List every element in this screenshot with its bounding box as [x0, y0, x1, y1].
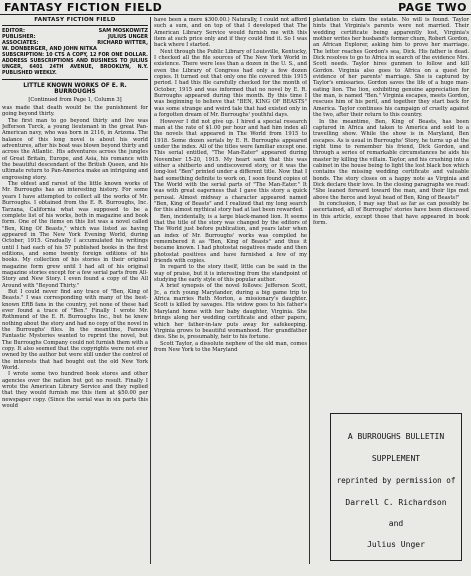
article-paragraph: In regard to the story itself, little can be said in the way of praise, but it is interesting from the standpoint of studying the early style of this popular author.: [154, 264, 307, 284]
article-paragraph: plantation to claim the estate. No will is found. Taylor hints that Virginia's parents were not married. Their wedding certificate being apparently lost, Virginia's mother writes her husband's former chum, Robert Gordon, an African Explorer, asking him to prove her marriage. The letter reaches Gordon's sea, Dick. His father is dead. Dick resolves to go to Africa in search of the evidence Mrs. Scott needs. Taylor hires gunmen to follow and kill Gordon. Virginia also goes to Africa on a quest for evidence of her parents' marriage. She is captured by Taylor's emissaries. Gordon saves the life of a huge man-eating lion. The lion, exhibiting genuine appreciation for the man, is named "Ben." Virginia escapes, meets Gordon, rescues him of his peril, and together they start back for America. Taylor continues his campaign of cruelty against the two, after their return to this country.: [313, 17, 469, 119]
masthead-value: SAM MOSKOWITZ: [98, 28, 148, 35]
masthead-title: FANTASY FICTION FIELD: [34, 17, 116, 23]
article-paragraph: have been a mere $300.00.) Naturally, I could not afford such a sum, and on top of that I developed that The American Library Service would furnish me with this item at such price only and if they could find it. So I was back where I started.: [154, 17, 307, 49]
article-paragraph: Scott Taylor, a dissolute nephew of the old man, comes from New York to the Maryland: [154, 340, 307, 353]
header-rule: [0, 14, 471, 15]
column-1: [2, 17, 148, 410]
column-divider: [309, 17, 310, 564]
article-paragraph: was made that death would be the punishment for going beyond thirty.: [2, 105, 148, 118]
article-paragraph: In conclusion, I may say that as far as can possibly be ascertained, all of Burroughs' stories have been discussed in this article, except those that have appeared in book form.: [313, 200, 469, 226]
article-paragraph: A brief synopsis of the novel follows: Jefferson Scott, Jr., a rich young Marylander, during a big game trip to Africa marries Ruth Morton, a missionary's daughter. Scott is killed by savages. His widow goes to his father's Maryland home with her baby daughter, Virginia. She brings along her wedding certificate and other papers, which her father-in-law puts away for safekeeping. Virginia grows to beautiful womanhood. Her grandfather dies. She is, presumably, heir to his fortune.: [154, 283, 307, 341]
article-paragraph: I wrote some two hundred book stores and other agencies over the nation but got no result. Finally I wrote the American Library Service and they replied that they would furnish me this item at $50.00 per newspaper copy. (Since the serial was in six parts this would: [2, 371, 148, 410]
box-line: SUPPLEMENT: [371, 454, 421, 463]
box-line: A BURROUGHS BULLETIN: [347, 432, 445, 441]
box-line: Julius Unger: [367, 540, 425, 549]
page-header: [0, 0, 471, 14]
article-title: LITTLE KNOWN WORKS OF E. R. BURROUGHS: [23, 82, 127, 96]
article-paragraph: However I did not give up. I hired a special research man at the rate of $1.00 per hour and had him index all the novels that appeared in The World from 1915 to 1918. Some dozen serials by E. R. Burroughs appeared under the index. All of the titles were familiar except one. This serial entitled, "The Man-Eater" appeared during November 15-20, 1915. My heart sank that this was either a shitberto and undiscovered story, or it was the long-lost "Ben" printed under a different title. Now that I had something definite to work on, I soon found copies of The World with the serial parts of "The Man-Eater." It was with great eagerness that I gave this story a quick perusal. Almost midway a character appeared named "Ben, King of Beasts" and I realized that my long search for this almost mythical story had at last been rewarded.: [154, 118, 307, 214]
masthead-row: [2, 46, 148, 52]
box-line: Darrell C. Richardson: [345, 498, 447, 507]
masthead-label: EDITOR:: [2, 28, 25, 35]
page-number-label: PAGE TWO: [398, 1, 467, 14]
article-paragraph: The first man to go beyond thirty and live was Jefferson Turck, a young lieutenant in the great Pan-American navy, who was born in 2116, in Arizona. The balance of this long novel is about his world adventures, after his boat was blown beyond thirty and across the Atlantic. His adventures across the jungles of Great Britain, Europe, and Asia, his romance with the beautiful descendant of the British Queen, and his ultimate return to Pan-America make an intriguing and engrossing story.: [2, 117, 148, 181]
column-3: [313, 17, 469, 397]
column-divider: [150, 17, 151, 564]
masthead-value: RICHARD WITTER,: [97, 40, 148, 47]
article-paragraph: Next through the Public Library of Louisville, Kentucky, I checked all the file sources of The New York World in existence. There were less than a dozen in the U. S., and even the Library of Congress had only a few dozen copies. It turned out that only one file covered this 1915 period. I had this file carefully checked for the month of October, 1915 and was informed that no novel by E. R. Burroughs appeared during this month. By this time I was beginning to believe that "BEN, KING OF BEASTS" was some strange and weird tale that had existed only in a forgotten dream of Mr. Burroughs' youthful days.: [154, 48, 307, 119]
column-2: [154, 17, 307, 564]
supplement-box: [330, 413, 462, 561]
masthead-value: JULIUS UNGER: [108, 34, 148, 41]
masthead-label: W. DONBERGER, AND JOHN NITKA: [2, 46, 97, 53]
article-paragraph: In the meantime, Ben, King of Beasts, has been captured in Africa and taken to America and sold to a travelling show. While the show is in Maryland, Ben escapes. As is usual in Burroughs' Story, he turns up at the right time to remember his friend, Dick Gordon, and through a series of remarkable circumstances he aids his master by killing the villain. Taylor, and his crushing into a cabinet in the house being to light the lost black box which contains the missing wedding certificate and valuable bonds. The story closes on a happy note as Virginia and Dick declare their love. In the closing paragraphs we read: "She leaned forward toward the man, and their lips met above the fierce and loyal head of Ben, King of Beasts!": [313, 118, 469, 201]
article-paragraph: Ben, incidentally, is a large black-maned lion. It seems that the title of the story was changed by the editors of The World just before publication, and years later when an index of Mr. Burroughs' works was compiled he remembered it as "Ben, King of Beasts" and thus it became known. I had photostat negatives made and then photostat positives and have furnished a few of my friends with copies.: [154, 213, 307, 265]
box-line: reprinted by permission of: [336, 476, 456, 485]
masthead-rule: [2, 25, 148, 26]
masthead-label: ASSOCIATES:: [2, 40, 39, 47]
masthead-label: PUBLISHER:: [2, 34, 36, 41]
publication-title: FANTASY FICTION FIELD: [4, 1, 163, 14]
box-line: and: [388, 519, 404, 528]
subscription-info: SUBSCRIPTION: 10 CTS A COPY, 12 FOR ONE DOLLAR. ADDRESS SUBSCRIPTIONS AND BUSINESS TO JULIUS UNGER, 6401 24TH AVENUE, BROOKLYN, N.Y. PUBLISHED WEEKLY.: [2, 53, 148, 77]
masthead-rule: [2, 79, 148, 80]
article-paragraph: But I could never find any trace of "Ben, King of Beasts." I was corresponding with many of the best-known ERB fans in the country, yet none of these had ever found a trace of "Ben." Finally I wrote Mr. Rothmund of the E. R. Burroughs Inc., but he knew nothing about the story and had no copy of the novel in the Burroughs' files. In the meantime, Famous Fantastic Mysteries wanted to reprint the novel, but The Burroughs Company could not furnish them with a copy. It also seemed that the copyrights were not ever owned by the author but were still under the control of the interests that had bought out the old New York World.: [2, 288, 148, 372]
continued-note: [Continued from Page 1, Column 3]: [28, 96, 122, 103]
article-paragraph: The oldest and rarest of the little known works of Mr. Burroughs has an interesting history. For some years I have attempted to collect all the works of Mr. Burroughs. I obtained from the E. R. Burroughs, Inc. Tarzana, California what was supposed to be a complete list of his works, both in magazine and book form. One of the items on this list was a novel called "Ben, King Of Beasts," which was listed as having appeared in The New York Evening World, during October, 1915. Gradually I accumulated his writings until I had each of his 57 published books in the first editions, and some twenty foreign editions of his books. My collection of his stories in their original magazine form grew until I had all of his original magazine stories except for a few serial parts from All-Story and New Story. I even found a copy of the All Around with "Beyond Thirty.": [2, 181, 148, 289]
